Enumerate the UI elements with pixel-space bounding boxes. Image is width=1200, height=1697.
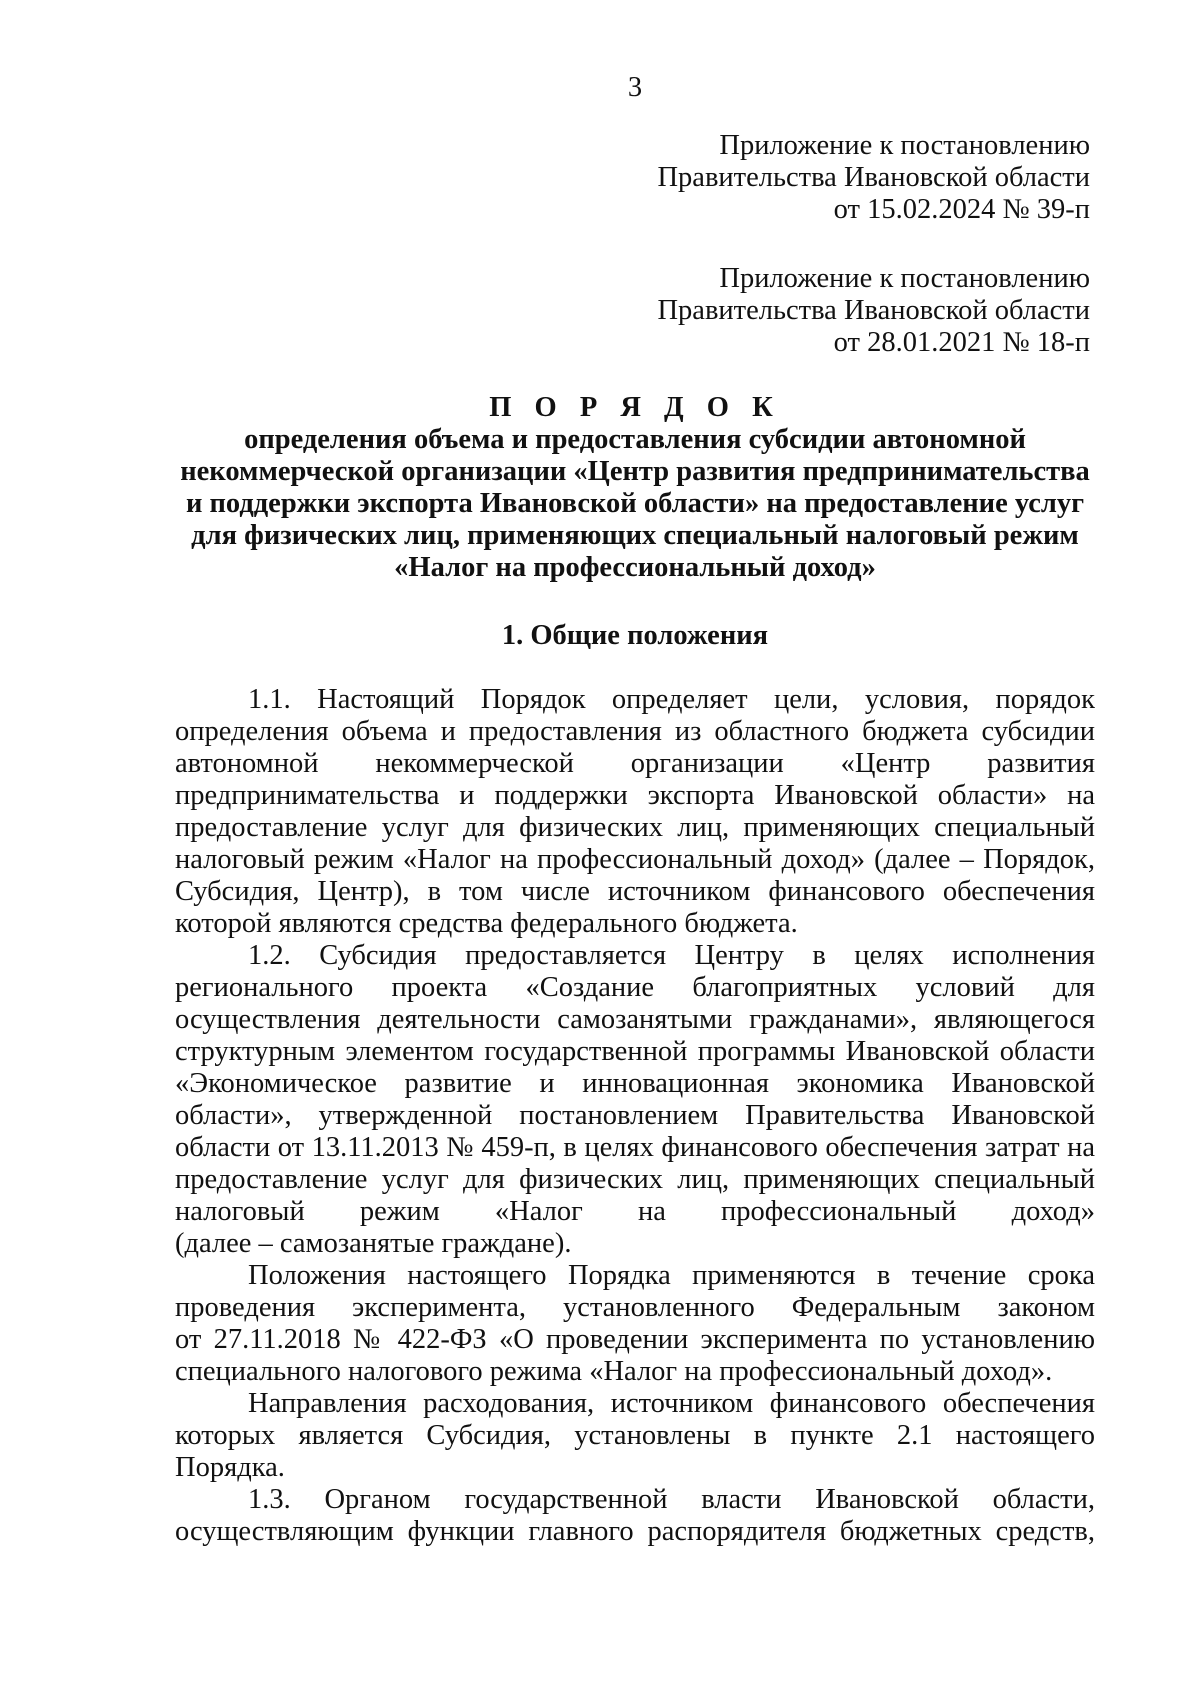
subtitle-line: и поддержки экспорта Ивановской области» на предоставление услуг bbox=[185, 488, 1085, 519]
document-title: П О Р Я Д О К bbox=[489, 392, 781, 423]
appendix-reference-original bbox=[560, 263, 1090, 359]
subtitle-line: некоммерческой организации «Центр развития предпринимательства bbox=[180, 456, 1090, 487]
appendix-line: Правительства Ивановской области bbox=[657, 162, 1090, 193]
appendix-line: Правительства Ивановской области bbox=[657, 295, 1090, 326]
document-title-block bbox=[175, 392, 1095, 584]
body-line: автономной некоммерческой организации «Центр развития bbox=[175, 748, 1095, 779]
appendix-line: от 15.02.2024 № 39-п bbox=[833, 194, 1090, 225]
body-line: предоставление услуг для физических лиц, применяющих специальный bbox=[175, 1164, 1095, 1195]
appendix-line: Приложение к постановлению bbox=[719, 263, 1090, 294]
body-line: регионального проекта «Создание благоприятных условий для bbox=[175, 972, 1095, 1003]
body-line: 1.3. Органом государственной власти Ивановской области, bbox=[248, 1484, 1095, 1515]
body-line: налоговый режим «Налог на профессиональный доход» bbox=[175, 1196, 1095, 1227]
body-line: области», утвержденной постановлением Правительства Ивановской bbox=[175, 1100, 1095, 1131]
body-text bbox=[175, 684, 1095, 1548]
subtitle-line: для физических лиц, применяющих специальный налоговый режим bbox=[191, 520, 1079, 551]
appendix-line: от 28.01.2021 № 18-п bbox=[833, 327, 1090, 358]
body-line: налоговый режим «Налог на профессиональный доход» (далее – Порядок, bbox=[175, 844, 1095, 875]
subtitle-line: «Налог на профессиональный доход» bbox=[394, 552, 876, 583]
document-subtitle bbox=[175, 424, 1095, 584]
body-line: области от 13.11.2013 № 459-п, в целях финансового обеспечения затрат на bbox=[175, 1132, 1095, 1163]
page-number: 3 bbox=[627, 72, 643, 103]
body-line: от 27.11.2018 № 422-ФЗ «О проведении эксперимента по установлению bbox=[175, 1324, 1095, 1355]
body-line: 1.2. Субсидия предоставляется Центру в целях исполнения bbox=[248, 940, 1095, 971]
body-line: осуществления деятельности самозанятыми гражданами», являющегося bbox=[175, 1004, 1095, 1035]
body-line: определения объема и предоставления из областного бюджета субсидии bbox=[175, 716, 1095, 747]
subtitle-line: определения объема и предоставления субсидии автономной bbox=[244, 424, 1026, 455]
body-line: специального налогового режима «Налог на профессиональный доход». bbox=[175, 1356, 1053, 1387]
body-line: осуществляющим функции главного распорядителя бюджетных средств, bbox=[175, 1516, 1095, 1547]
body-line: структурным элементом государственной программы Ивановской области bbox=[175, 1036, 1095, 1067]
body-line: которой являются средства федерального бюджета. bbox=[175, 908, 798, 939]
body-line: предпринимательства и поддержки экспорта Ивановской области» на bbox=[175, 780, 1095, 811]
body-line: (далее – самозанятые граждане). bbox=[175, 1228, 572, 1259]
appendix-line: Приложение к постановлению bbox=[719, 130, 1090, 161]
body-line: проведения эксперимента, установленного Федеральным законом bbox=[175, 1292, 1095, 1323]
appendix-reference-current bbox=[560, 130, 1090, 226]
body-line: Положения настоящего Порядка применяются в течение срока bbox=[248, 1260, 1095, 1291]
body-line: предоставление услуг для физических лиц, применяющих специальный bbox=[175, 812, 1095, 843]
body-line: Порядка. bbox=[175, 1452, 285, 1483]
body-line: которых является Субсидия, установлены в пункте 2.1 настоящего bbox=[175, 1420, 1095, 1451]
section-heading: 1. Общие положения bbox=[501, 620, 769, 651]
body-line: Направления расходования, источником финансового обеспечения bbox=[248, 1388, 1095, 1419]
body-line: 1.1. Настоящий Порядок определяет цели, условия, порядок bbox=[248, 684, 1095, 715]
body-line: Субсидия, Центр), в том числе источником финансового обеспечения bbox=[175, 876, 1095, 907]
body-line: «Экономическое развитие и инновационная экономика Ивановской bbox=[175, 1068, 1095, 1099]
